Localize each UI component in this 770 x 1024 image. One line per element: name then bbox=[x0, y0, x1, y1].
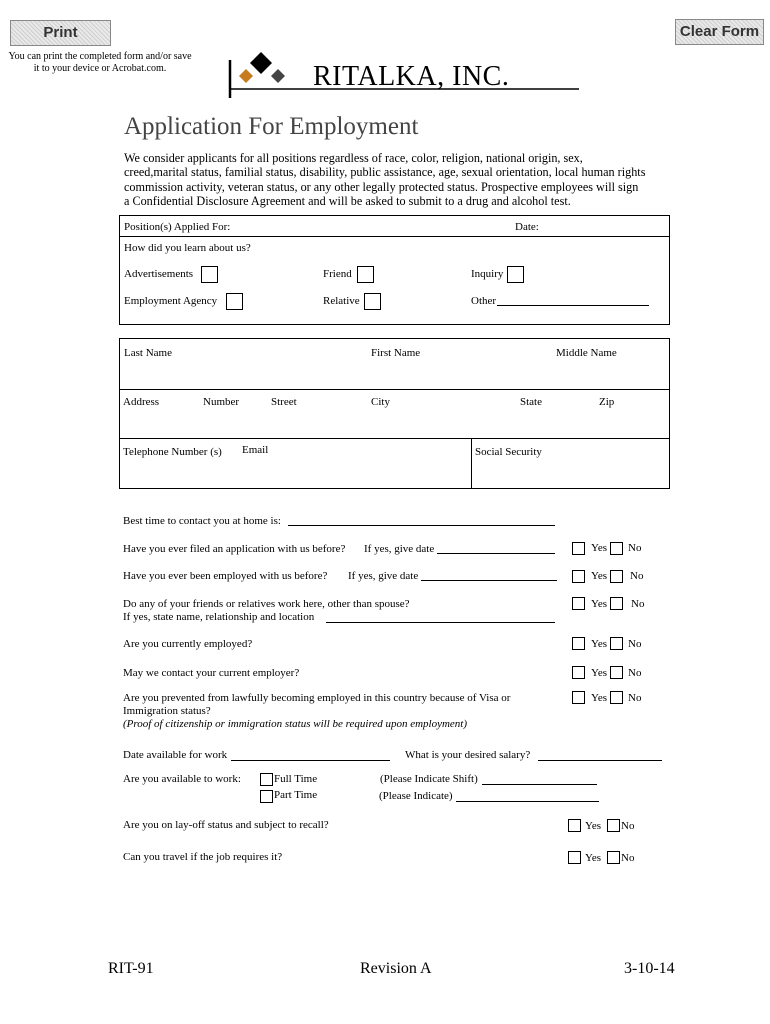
date-available-input[interactable] bbox=[231, 760, 390, 761]
visa-yes-checkbox[interactable] bbox=[572, 691, 585, 704]
contact-employer-yes-checkbox[interactable] bbox=[572, 666, 585, 679]
source-label-other: Other bbox=[471, 295, 497, 307]
address-label: Address bbox=[123, 396, 160, 408]
ssn-label: Social Security bbox=[475, 446, 542, 458]
layoff-yes-checkbox[interactable] bbox=[568, 819, 581, 832]
best-time-input[interactable] bbox=[288, 525, 555, 526]
no-label: No bbox=[621, 852, 635, 864]
date-label: Date: bbox=[515, 221, 539, 233]
employed-no-checkbox[interactable] bbox=[610, 570, 623, 583]
source-checkbox-relative[interactable] bbox=[364, 293, 381, 310]
available-to-work-label: Are you available to work: bbox=[123, 773, 241, 785]
filed-no-checkbox[interactable] bbox=[610, 542, 623, 555]
intro-paragraph: We consider applicants for all positions regardless of race, color, religion, national origin, sex, creed,marital status, familial status, disability, public assistance, age, sexual orientation, local human rights commission activity, veteran status, or any other legally protected status. Prospective employees will sign a Confidential Disclosure Agreement and will be asked to submit to a drug and alcohol test. bbox=[124, 151, 646, 208]
first-name-label: First Name bbox=[371, 347, 421, 359]
telephone-input[interactable] bbox=[122, 461, 468, 485]
state-label: State bbox=[520, 396, 542, 408]
source-label-employment-agency: Employment Agency bbox=[124, 295, 218, 307]
visa-note: (Proof of citizenship or immigration status will be required upon employment) bbox=[123, 718, 468, 730]
visa-no-checkbox[interactable] bbox=[610, 691, 623, 704]
yes-label: Yes bbox=[585, 820, 602, 832]
friends-no-checkbox[interactable] bbox=[610, 597, 623, 610]
source-checkbox-friend[interactable] bbox=[357, 266, 374, 283]
layoff-label: Are you on lay-off status and subject to recall? bbox=[123, 819, 329, 831]
no-label: No bbox=[621, 820, 635, 832]
part-time-checkbox[interactable] bbox=[260, 790, 273, 803]
print-note: You can print the completed form and/or save it to your device or Acrobat.com. bbox=[8, 51, 192, 74]
no-label: No bbox=[628, 638, 642, 650]
source-checkbox-inquiry[interactable] bbox=[507, 266, 524, 283]
street-label: Street bbox=[271, 396, 297, 408]
layoff-no-checkbox[interactable] bbox=[607, 819, 620, 832]
form-id: RIT-91 bbox=[108, 960, 154, 977]
employed-date-label: If yes, give date bbox=[348, 570, 419, 582]
position-label: Position(s) Applied For: bbox=[124, 221, 231, 233]
part-time-input[interactable] bbox=[456, 801, 599, 802]
no-label: No bbox=[628, 667, 642, 679]
source-label-inquiry: Inquiry bbox=[471, 268, 504, 280]
filed-label: Have you ever filed an application with us before? bbox=[123, 543, 346, 555]
telephone-label: Telephone Number (s) bbox=[123, 446, 222, 458]
city-label: City bbox=[371, 396, 390, 408]
friends-detail-input[interactable] bbox=[326, 622, 555, 623]
yes-label: Yes bbox=[591, 667, 608, 679]
filed-yes-checkbox[interactable] bbox=[572, 542, 585, 555]
salary-input[interactable] bbox=[538, 760, 662, 761]
page-title: Application For Employment bbox=[124, 113, 419, 140]
travel-label: Can you travel if the job requires it? bbox=[123, 851, 283, 863]
learn-label: How did you learn about us? bbox=[124, 242, 251, 254]
travel-no-checkbox[interactable] bbox=[607, 851, 620, 864]
company-name: RITALKA, INC. bbox=[313, 61, 510, 92]
travel-yes-checkbox[interactable] bbox=[568, 851, 581, 864]
revision: Revision A bbox=[360, 960, 432, 977]
position-input[interactable] bbox=[240, 218, 510, 234]
filed-date-input[interactable] bbox=[437, 553, 555, 554]
part-time-label: Part Time bbox=[274, 789, 318, 801]
friends-label: Do any of your friends or relatives work here, other than spouse? bbox=[123, 598, 410, 610]
please-indicate-label: (Please Indicate) bbox=[379, 790, 453, 802]
middle-name-label: Middle Name bbox=[556, 347, 617, 359]
divider bbox=[119, 389, 670, 390]
friends-yes-checkbox[interactable] bbox=[572, 597, 585, 610]
yes-label: Yes bbox=[591, 638, 608, 650]
contact-employer-no-checkbox[interactable] bbox=[610, 666, 623, 679]
name-input[interactable] bbox=[122, 362, 667, 386]
divider bbox=[119, 438, 670, 439]
zip-label: Zip bbox=[599, 396, 615, 408]
filed-date-label: If yes, give date bbox=[364, 543, 435, 555]
yes-label: Yes bbox=[591, 692, 608, 704]
full-time-checkbox[interactable] bbox=[260, 773, 273, 786]
no-label: No bbox=[630, 570, 644, 582]
clear-form-button[interactable]: Clear Form bbox=[675, 19, 764, 45]
source-checkbox-employment-agency[interactable] bbox=[226, 293, 243, 310]
employed-before-label: Have you ever been employed with us before? bbox=[123, 570, 328, 582]
salary-label: What is your desired salary? bbox=[405, 749, 531, 761]
email-label: Email bbox=[242, 444, 269, 456]
address-input[interactable] bbox=[122, 411, 667, 435]
employed-yes-checkbox[interactable] bbox=[572, 570, 585, 583]
revision-date: 3-10-14 bbox=[624, 960, 675, 977]
divider bbox=[119, 236, 670, 237]
yes-label: Yes bbox=[585, 852, 602, 864]
no-label: No bbox=[631, 598, 645, 610]
employed-date-input[interactable] bbox=[421, 580, 557, 581]
yes-label: Yes bbox=[591, 598, 608, 610]
yes-label: Yes bbox=[591, 542, 608, 554]
number-label: Number bbox=[203, 396, 240, 408]
full-time-label: Full Time bbox=[274, 773, 318, 785]
source-label-relative: Relative bbox=[323, 295, 360, 307]
currently-employed-label: Are you currently employed? bbox=[123, 638, 253, 650]
yes-label: Yes bbox=[591, 570, 608, 582]
no-label: No bbox=[628, 692, 642, 704]
date-available-label: Date available for work bbox=[123, 749, 228, 761]
shift-input[interactable] bbox=[482, 784, 597, 785]
date-input[interactable] bbox=[545, 218, 665, 234]
last-name-label: Last Name bbox=[124, 347, 172, 359]
currently-employed-yes-checkbox[interactable] bbox=[572, 637, 585, 650]
source-checkbox-advertisements[interactable] bbox=[201, 266, 218, 283]
no-label: No bbox=[628, 542, 642, 554]
friends-detail-label: If yes, state name, relationship and location bbox=[123, 611, 315, 623]
source-label-advertisements: Advertisements bbox=[124, 268, 194, 280]
indicate-shift-label: (Please Indicate Shift) bbox=[380, 773, 478, 785]
source-label-friend: Friend bbox=[323, 268, 352, 280]
other-source-input[interactable] bbox=[497, 305, 649, 306]
currently-employed-no-checkbox[interactable] bbox=[610, 637, 623, 650]
visa-label-2: Immigration status? bbox=[123, 705, 211, 717]
print-button[interactable]: Print bbox=[10, 20, 111, 46]
divider bbox=[471, 438, 472, 489]
ssn-input[interactable] bbox=[474, 461, 667, 485]
contact-employer-label: May we contact your current employer? bbox=[123, 667, 300, 679]
best-time-label: Best time to contact you at home is: bbox=[123, 515, 281, 527]
visa-label: Are you prevented from lawfully becoming employed in this country because of Visa or bbox=[123, 692, 511, 704]
